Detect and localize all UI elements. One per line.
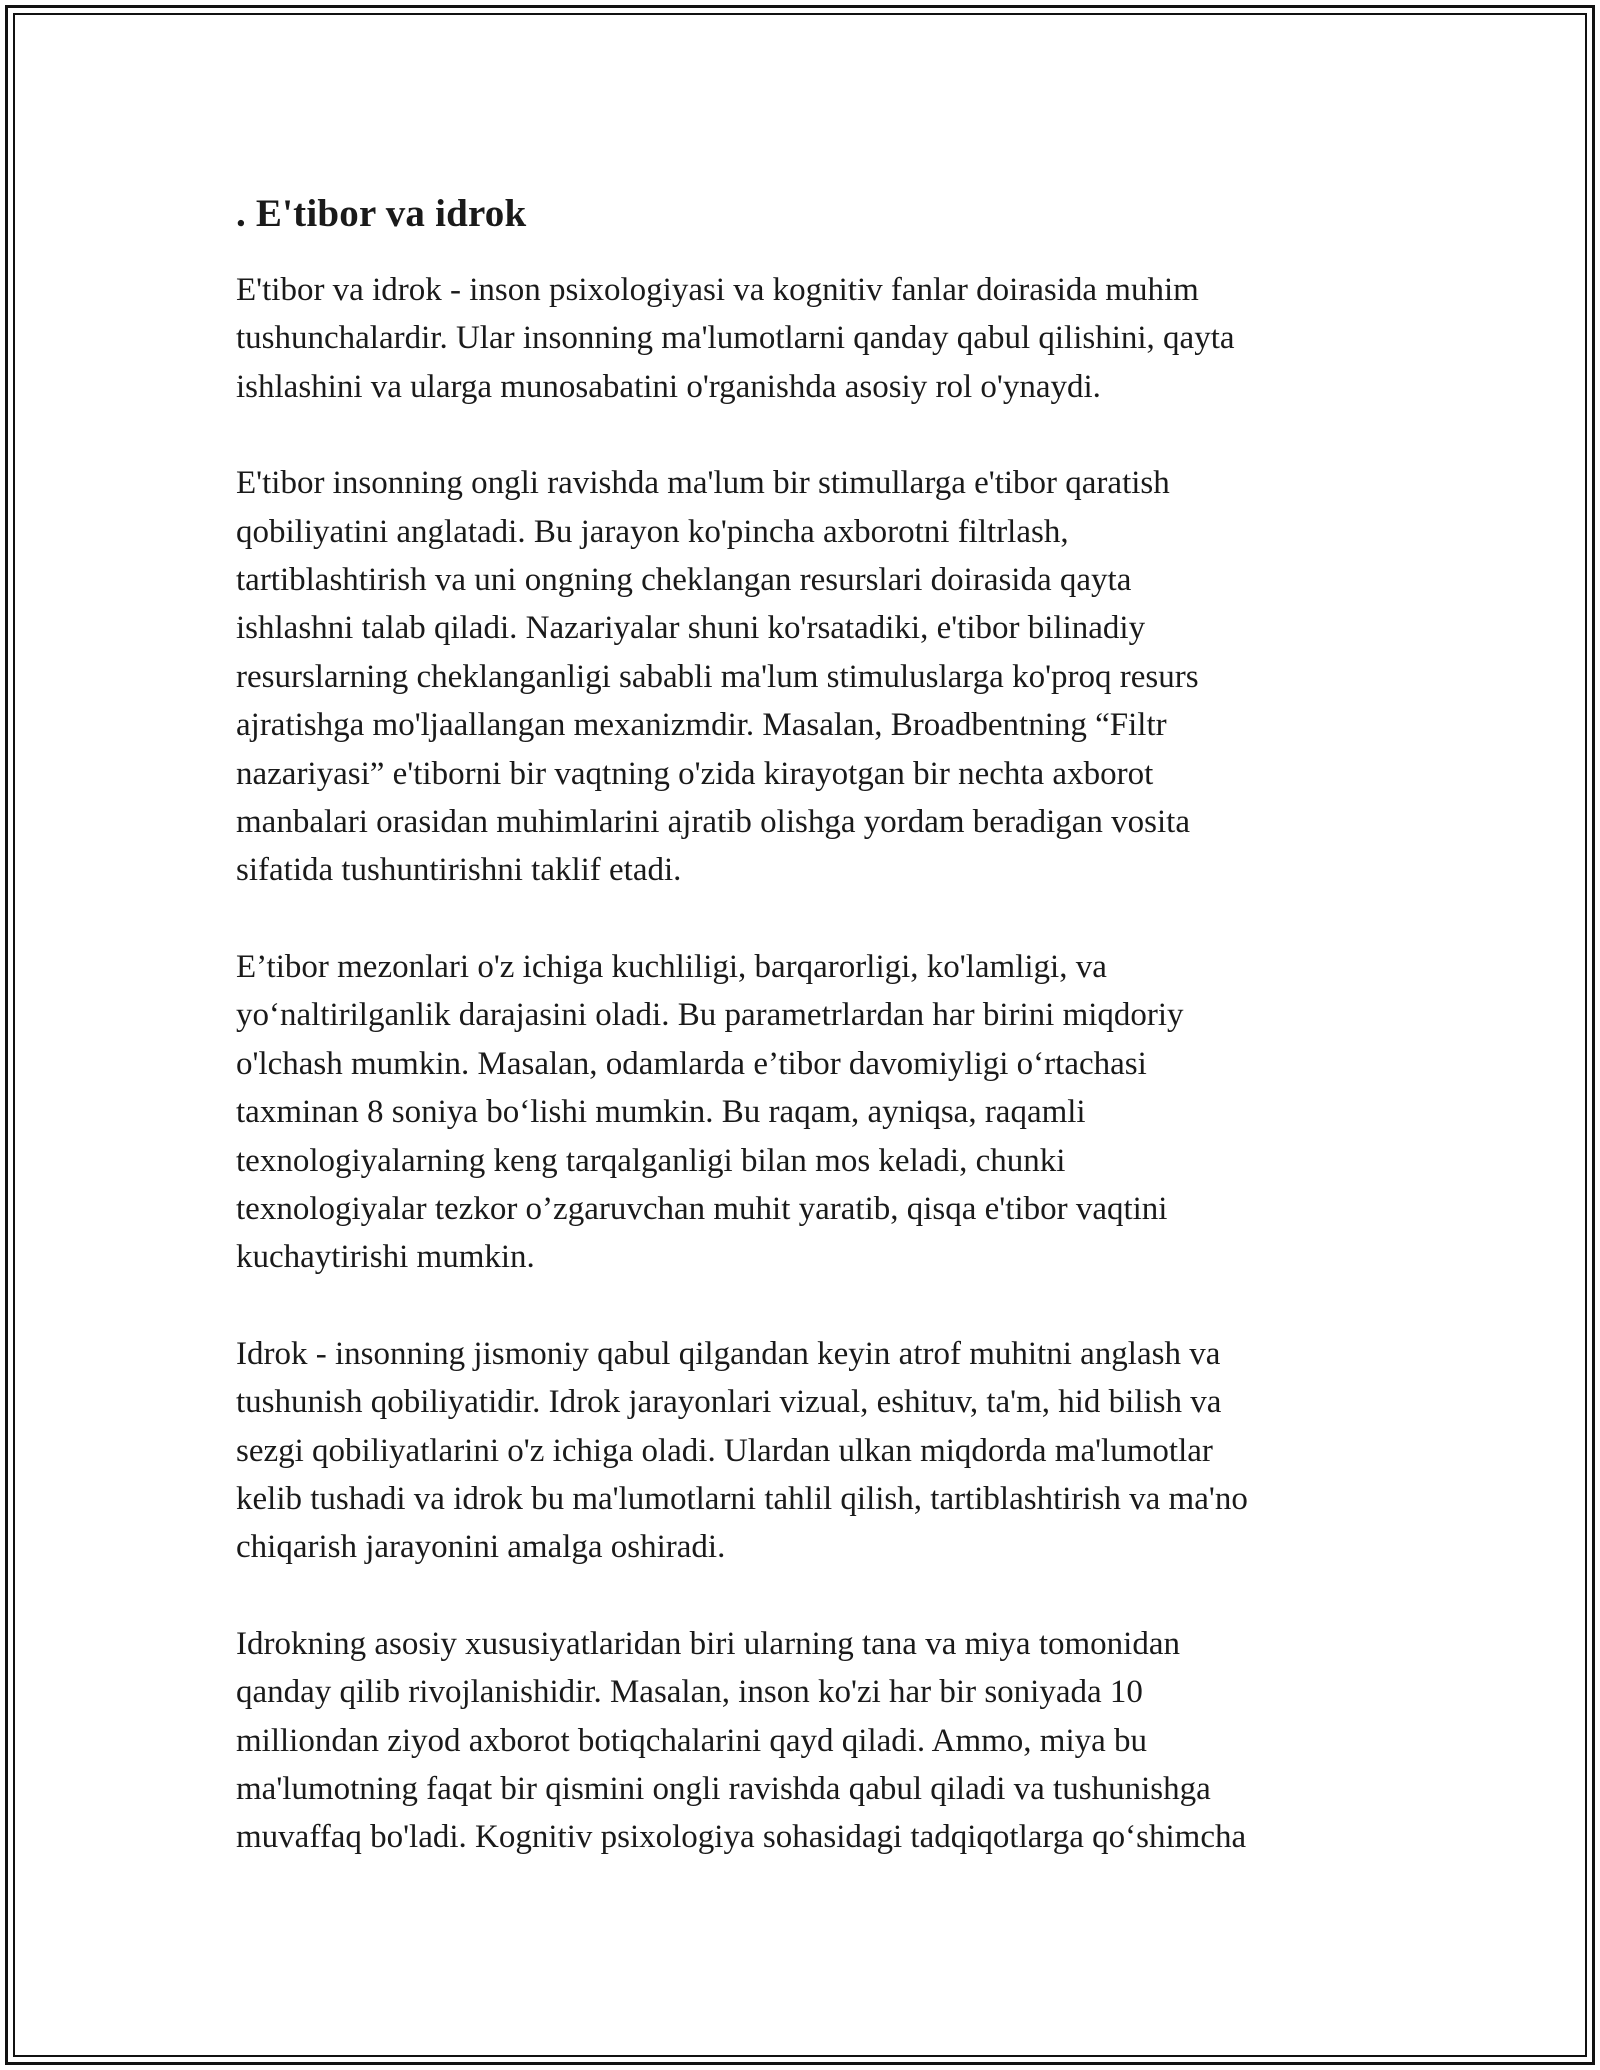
- text-line: texnologiyalarning keng tarqalganligi bilan mos keladi, chunki: [236, 1142, 1066, 1179]
- paragraph-intro: [236, 266, 1376, 411]
- page-title: . E'tibor va idrok: [236, 192, 527, 235]
- text-line: sezgi qobiliyatlarini o'z ichiga oladi. Ulardan ulkan miqdorda ma'lumotlar: [236, 1432, 1213, 1469]
- text-line: milliondan ziyod axborot botiqchalarini qayd qiladi. Ammo, miya bu: [236, 1722, 1148, 1759]
- text-line: E’tibor mezonlari o'z ichiga kuchliligi, barqarorligi, ko'lamligi, va: [236, 948, 1107, 985]
- text-line: Idrok - insonning jismoniy qabul qilgandan keyin atrof muhitni anglash va: [236, 1335, 1221, 1372]
- text-line: muvaffaq bo'ladi. Kognitiv psixologiya sohasidagi tadqiqotlarga qo‘shimcha: [236, 1819, 1247, 1856]
- text-line: yo‘naltirilganlik darajasini oladi. Bu parametrlardan har birini miqdoriy: [236, 997, 1184, 1034]
- text-line: kelib tushadi va idrok bu ma'lumotlarni tahlil qilish, tartiblashtirish va ma'no: [236, 1480, 1248, 1517]
- text-line: tushunish qobiliyatidir. Idrok jarayonlari vizual, eshituv, ta'm, hid bilish va: [236, 1384, 1222, 1421]
- text-line: taxminan 8 soniya bo‘lishi mumkin. Bu raqam, ayniqsa, raqamli: [236, 1094, 1086, 1131]
- text-line: nazariyasi” e'tiborni bir vaqtning o'zida kirayotgan bir nechta axborot: [236, 755, 1154, 792]
- text-line: chiqarish jarayonini amalga oshiradi.: [236, 1529, 726, 1566]
- document-body: [236, 184, 1376, 1910]
- text-line: manbalari orasidan muhimlarini ajratib olishga yordam beradigan vosita: [236, 804, 1190, 841]
- text-line: qobiliyatini anglatadi. Bu jarayon ko'pincha axborotni filtrlash,: [236, 513, 1069, 550]
- paragraph-perception-features: [236, 1620, 1376, 1862]
- text-line: o'lchash mumkin. Masalan, odamlarda e’tibor davomiyligi o‘rtachasi: [236, 1045, 1147, 1082]
- text-line: ishlashini va ularga munosabatini o'rganishda asosiy rol o'ynaydi.: [236, 368, 1101, 405]
- text-line: resurslarning cheklanganligi sababli ma'lum stimuluslarga ko'proq resurs: [236, 658, 1199, 695]
- text-line: E'tibor insonning ongli ravishda ma'lum bir stimullarga e'tibor qaratish: [236, 465, 1170, 502]
- text-line: ma'lumotning faqat bir qismini ongli ravishda qabul qiladi va tushunishga: [236, 1770, 1211, 1807]
- text-line: tushunchalardir. Ular insonning ma'lumotlarni qanday qabul qilishini, qayta: [236, 320, 1235, 357]
- text-line: sifatida tushuntirishni taklif etadi.: [236, 852, 682, 889]
- text-line: ajratishga mo'ljaallangan mexanizmdir. Masalan, Broadbentning “Filtr: [236, 707, 1167, 744]
- text-line: texnologiyalar tezkor o’zgaruvchan muhit yaratib, qisqa e'tibor vaqtini: [236, 1190, 1168, 1227]
- text-line: kuchaytirishi mumkin.: [236, 1239, 535, 1276]
- text-line: ishlashni talab qiladi. Nazariyalar shuni ko'rsatadiki, e'tibor bilinadiy: [236, 610, 1146, 647]
- paragraph-attention-criteria: [236, 943, 1376, 1282]
- text-line: qanday qilib rivojlanishidir. Masalan, inson ko'zi har bir soniyada 10: [236, 1674, 1143, 1711]
- text-line: tartiblashtirish va uni ongning cheklangan resurslari doirasida qayta: [236, 562, 1132, 599]
- text-line: Idrokning asosiy xususiyatlaridan biri ularning tana va miya tomonidan: [236, 1625, 1180, 1662]
- paragraph-perception: [236, 1330, 1376, 1572]
- paragraph-attention: [236, 459, 1376, 895]
- text-line: E'tibor va idrok - inson psixologiyasi va kognitiv fanlar doirasida muhim: [236, 272, 1199, 308]
